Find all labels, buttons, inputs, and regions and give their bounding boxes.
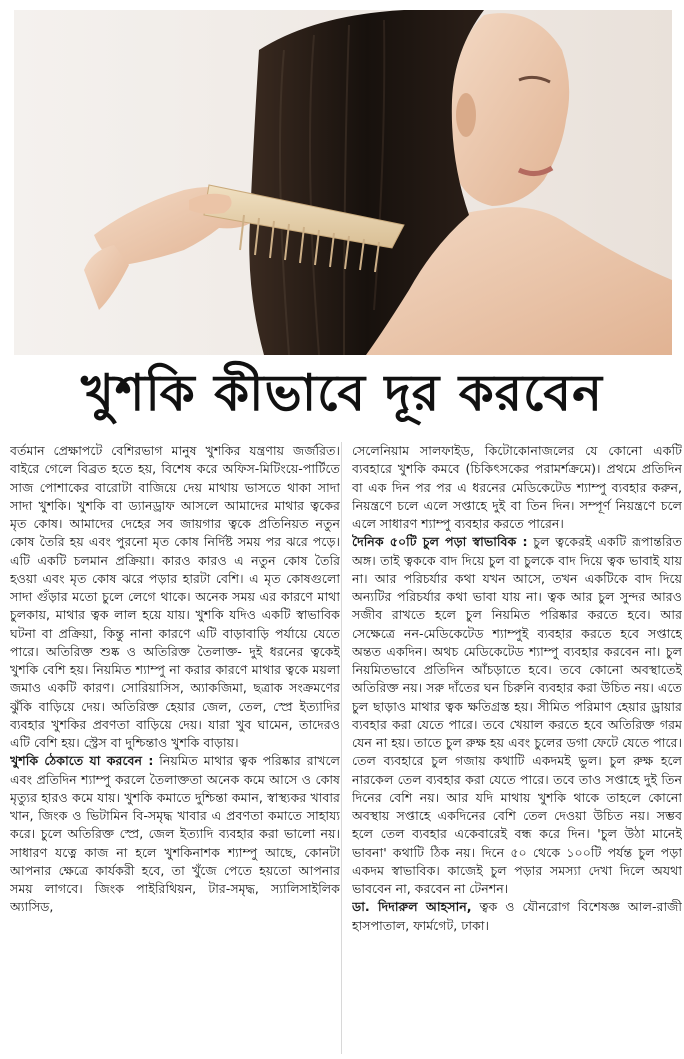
article-body: [0, 442, 684, 1059]
prevention-paragraph: [10, 752, 340, 916]
intro-text: বর্তমান প্রেক্ষাপটে বেশিরভাগ মানুষ খুশকির যন্ত্রণায় জর্জরিত। বাইরে গেলে বিব্রত হতে হয়, বিশেষ করে অফিস-মিটিংয়ে-পার্টিতে সাজ পোশাকের বারোটা বাজিয়ে দেয় মাথায় ভাসতে থাকা সাদা সাদা খুশকি। খুশকি বা ড্যানড্রাফ আসলে আমাদের মাথার ত্বকের মৃত কোষ। আমাদের দেহের সব জায়গার ত্বকে প্রতিনিয়ত নতুন কোষ তৈরি হয় এবং পুরনো মৃত কোষ নির্দিষ্ট সময় পর ঝরে পড়ে। এটি একটি চলমান প্রক্রিয়া। কারও কারও এ নতুন কোষ তৈরি হওয়া এবং মৃত কোষ ঝরে পড়ার হারটা বেশি। এ মৃত কোষগুলো সাদা গুঁড়ার মতো চুলে লেগে থাকে। অনেক সময় এর কারণে মাথা চুলকায়, মাথার ত্বক লাল হয়ে যায়। খুশকি যদিও একটি স্বাভাবিক ঘটনা বা প্রক্রিয়া, কিন্তু নানা কারণে এটি বাড়াবাড়ি পর্যায়ে যেতে পারে। অতিরিক্ত শুষ্ক ও অতিরিক্ত তৈলাক্ত- দুই ধরনের ত্বকেই খুশকি বেশি হয়। নিয়মিত শ্যাম্পু না করার কারণে মাথার ত্বকে ময়লা জমাও একটি কারণ। সোরিয়াসিস, অ্যাকজিমা, ছত্রাক সংক্রমণের ঝুঁকি বাড়িয়ে দেয়। অতিরিক্ত হেয়ার জেল, তেল, স্প্রে ইত্যাদির ব্যবহার খুশকির প্রবণতা বাড়িয়ে দেয়। যারা খুব ঘামেন, তাদেরও এটি বেশি হয়। স্ট্রেস বা দুশ্চিন্তাও খুশকি বাড়ায়।: [10, 443, 340, 750]
article-photo: [14, 10, 672, 355]
prevention-subheading: খুশকি ঠেকাতে যা করবেন :: [10, 753, 154, 769]
author-credit: [352, 898, 682, 935]
headline-container: [0, 360, 684, 434]
hairfall-text: চুল ত্বকেরই একটি রূপান্তরিত অঙ্গ। তাই ত্বককে বাদ দিয়ে চুল বা চুলকে বাদ দিয়ে ত্বক ভাবাই যায় না। আর পরিচর্যার কথা যখন আসে, তখন একটিকে বাদ দিয়ে অন্যটির পরিচর্যার কথা ভাবা যায় না। ত্বক আর চুল সুন্দর আরও সজীব রাখতে হলে চুল নিয়মিত পরিষ্কার করতে হবে। আর সেক্ষেত্রে নন-মেডিকেটেড শ্যাম্পুই ব্যবহার করতে হবে সপ্তাহে অন্তত একদিন। অথচ মেডিকেটেড শ্যাম্পু ব্যবহার করবেন না। চুল নিয়মিতভাবে প্রতিদিন আঁচড়াতে হবে। তবে কোনো অবস্থাতেই অতিরিক্ত নয়। সরু দাঁতের ঘন চিরুনি ব্যবহার করা উচিত নয়। এতে চুল ছাড়াও মাথার ত্বক ক্ষতিগ্রস্ত হয়। সীমিত পরিমাণ হেয়ার ড্রায়ার ব্যবহার করা যেতে পারে। তবে খেয়াল করতে হবে অতিরিক্ত গরম যেন না হয়। তাতে চুল রুক্ষ হয় এবং চুলের ডগা ফেটে যেতে পারে। তেল ব্যবহারে চুল গজায় কথাটি একদমই ভুল। চুল রুক্ষ হলে নারকেল তেল ব্যবহার করা যেতে পারে। তবে তাও সপ্তাহে দুই তিন দিনের বেশি নয়। আর যদি মাথায় খুশকি থাকে তাহলে কোনো অবস্থায় সপ্তাহে একদিনের বেশি তেল দেওয়া উচিত নয়। সম্ভব হলে তেল ব্যবহার একেবারেই বন্ধ করে দিন। 'চুল উঠা মানেই ভাবনা' কথাটি ঠিক নয়। দিনে ৫০ থেকে ১০০টি পর্যন্ত চুল পড়া একদম স্বাভাবিক। কাজেই চুল পড়ার সমস্যা দেখা দিলে অযথা ভাববেন না, করবেন না টেনশন।: [352, 534, 682, 896]
article-column-right: [352, 442, 682, 1054]
prevention-text: নিয়মিত মাথার ত্বক পরিষ্কার রাখলে এবং প্রতিদিন শ্যাম্পু করলে তৈলাক্ততা অনেক কমে আসে ও কোষ মৃত্যুর হারও কমে যায়। খুশকি কমাতে দুশ্চিন্তা কমান, স্বাস্থ্যকর খাবার খান, জিংক ও ভিটামিন বি-সমৃদ্ধ খাবার এ প্রবণতা কমাতে সাহায্য করে। চুলে অতিরিক্ত স্প্রে, জেল ইত্যাদি ব্যবহার করা ভালো নয়। সাধারণ যত্নে কাজ না হলে খুশকিনাশক শ্যাম্পু আছে, কোনটা আপনার ক্ষেত্রে কার্যকরী হবে, তা খুঁজে পেতে হয়তো আপনার সময় লাগবে। জিংক পাইরিথিয়ন, টার-সমৃদ্ধ, স্যালিসাইলিক অ্যাসিড,: [10, 753, 340, 915]
shampoo-text: সেলেনিয়াম সালফাইড, কিটোকোনাজলের যে কোনো একটি ব্যবহারে খুশকি কমবে (চিকিৎসকের পরামর্শক্রমে)। প্রথমে প্রতিদিন বা এক দিন পর পর এ ধরনের মেডিকেটেড শ্যাম্পু ব্যবহার করুন, নিয়ন্ত্রণে চলে এলে সপ্তাহে দুই বা তিন দিন। সম্পূর্ণ নিয়ন্ত্রণে চলে এলে সাধারণ শ্যাম্পু ব্যবহার করতে পারেন।: [352, 443, 682, 531]
shampoo-paragraph: [352, 442, 682, 533]
article-column-left: [10, 442, 340, 1054]
article-headline: খুশকি কীভাবে দূর করবেন: [81, 362, 603, 422]
hairfall-subheading: দৈনিক ৫০টি চুল পড়া স্বাভাবিক :: [352, 534, 528, 550]
column-divider: [341, 442, 342, 1054]
author-name: ডা. দিদারুল আহসান,: [352, 899, 472, 915]
intro-paragraph: [10, 442, 340, 752]
hairfall-paragraph: [352, 533, 682, 898]
author-title: ত্বক ও যৌনরোগ বিশেষজ্ঞ আল-রাজী হাসপাতাল, ফার্মগেট, ঢাকা।: [352, 899, 682, 933]
woman-combing-hair-image: [14, 10, 672, 355]
